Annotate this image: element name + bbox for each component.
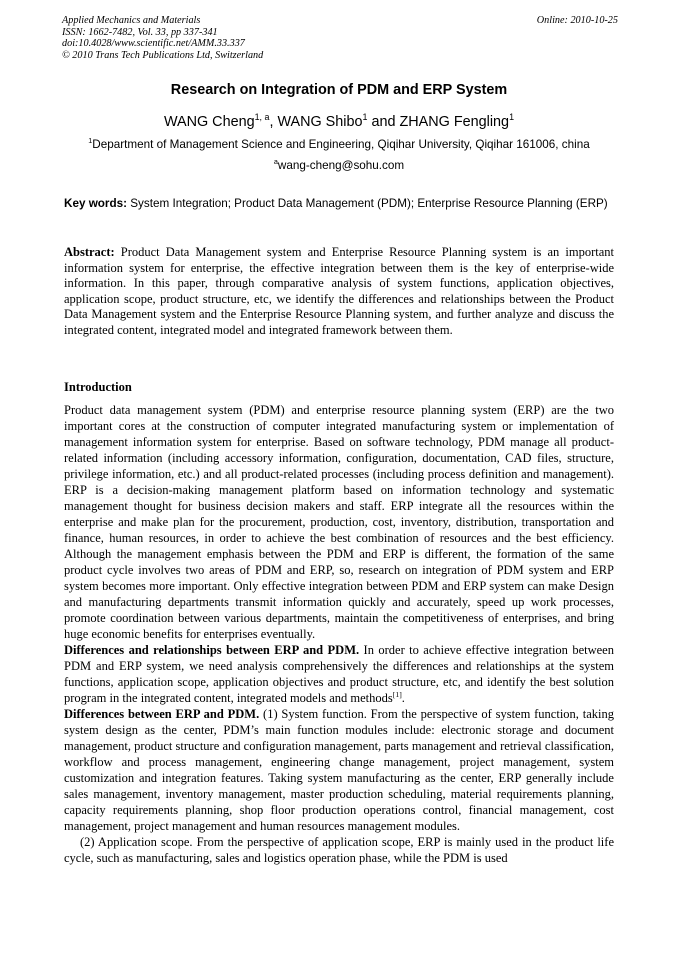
online-date: Online: 2010-10-25 (536, 15, 618, 26)
affiliation-text: Department of Management Science and Engineering, Qiqihar University, Qiqihar 161006, china (92, 138, 590, 151)
keywords (64, 196, 614, 211)
paper-title: Research on Integration of PDM and ERP System (170, 82, 508, 98)
affiliation-superscript: 1 (88, 136, 93, 146)
paragraph: (2) Application scope. From the perspective of application scope, ERP is mainly used in the product life cycle, such as manufacturing, sales and logistics operation phase, while the PDM is used (64, 835, 614, 865)
author-list (40, 114, 638, 130)
email-superscript: a (273, 157, 278, 167)
abstract (64, 245, 614, 339)
author-name: WANG Shibo (277, 114, 363, 130)
author-email (40, 159, 638, 172)
paragraph (64, 642, 614, 706)
paragraph-heading: Differences between ERP and PDM. (64, 707, 260, 721)
affiliation (40, 138, 638, 151)
keywords-text: System Integration; Product Data Management (PDM); Enterprise Resource Planning (ERP) (127, 197, 608, 210)
author-name: WANG Cheng (163, 114, 255, 130)
email-text: wang-cheng@sohu.com (277, 159, 405, 172)
doi-line: doi:10.4028/www.scientific.net/AMM.33.337 (62, 38, 245, 50)
journal-header (62, 15, 618, 61)
paragraph (64, 706, 614, 834)
keywords-label: Key words: (64, 197, 127, 210)
paragraph-heading: Differences and relationships between ERP and PDM. (64, 643, 360, 657)
copyright-line: © 2010 Trans Tech Publications Ltd, Switzerland (62, 49, 264, 61)
body-text (64, 402, 614, 866)
journal-name: Applied Mechanics and Materials (62, 15, 201, 26)
author-separator: , (269, 114, 278, 130)
citation-ref: [1] (392, 689, 402, 699)
paragraph-end: . (401, 691, 405, 705)
paragraph-text: (1) System function. From the perspective of system function, taking system design as the center, PDM’s main function modules include: electronic storage and document management, product structure and configuration management, parts management and retrieval classification, workflow and process management, engineering change management, project management, system customization and integration features. Taking system manufacturing as the center, ERP generally include sales management, inventory management, master production scheduling, material requirements planning, capacity requirements planning, shop floor production operations control, financial management, cost management, project management and human resources management modules. (64, 707, 614, 833)
paragraph: Product data management system (PDM) and enterprise resource planning system (ERP) are the two important cores at the construction of computer integrated manufacturing system or implementation of management information system for enterprise. Based on software technology, PDM manage all product-related information (including accessory information, configuration, documentation, CAD files, structure, privilege information, etc.) and all product-related processes (including process definition and management). ERP is a decision-making management platform based on information technology and systematic management thought for business decision makers and staff. ERP integrate all the resources within the enterprise and make plan for the procurement, production, cost, inventory, distribution, transportation and finance, human resources, in order to achieve the best combination of resources and the best efficiency. Although the management emphasis between the PDM and ERP is different, the formation of the same product cycle involves two areas of PDM and ERP, so, research on integration of PDM system and ERP system becomes more important. Only effective integration between PDM and ERP system can make Design and manufacturing departments transmit information quickly and accurately, speed up work processes, promote coordination between various departments, maintain the competitiveness of enterprises, and bring huge economic benefits for enterprises eventually. (64, 403, 614, 641)
author-superscript: 1 (362, 112, 368, 123)
author-superscript: 1, a (254, 112, 270, 123)
paragraph-text: In order to achieve effective integration between PDM and ERP system, we need analysis comprehensively the differences and relationships at the system functions, application scope, application objectives and product structure, etc, and identify the best solution program in the integrated content, integrated models and methods (64, 643, 614, 705)
abstract-text: Product Data Management system and Enterprise Resource Planning system is an important information system for enterprise, the effective integration between them is the key of enterprise-wide information. In this paper, through comparative analysis of system functions, application objectives, application scope, product structure, etc, we identify the differences and relationships between the Product Data Management system and the Enterprise Resource Planning system, and further analyze and discuss the integrated content, integrated model and integrated framework between them. (64, 245, 614, 337)
section-heading: Introduction (64, 380, 132, 394)
author-name: ZHANG Fengling (399, 114, 510, 130)
author-separator: and (367, 114, 400, 130)
abstract-label: Abstract: (64, 245, 115, 259)
issn-line: ISSN: 1662-7482, Vol. 33, pp 337-341 (62, 26, 218, 38)
author-superscript: 1 (509, 112, 515, 123)
